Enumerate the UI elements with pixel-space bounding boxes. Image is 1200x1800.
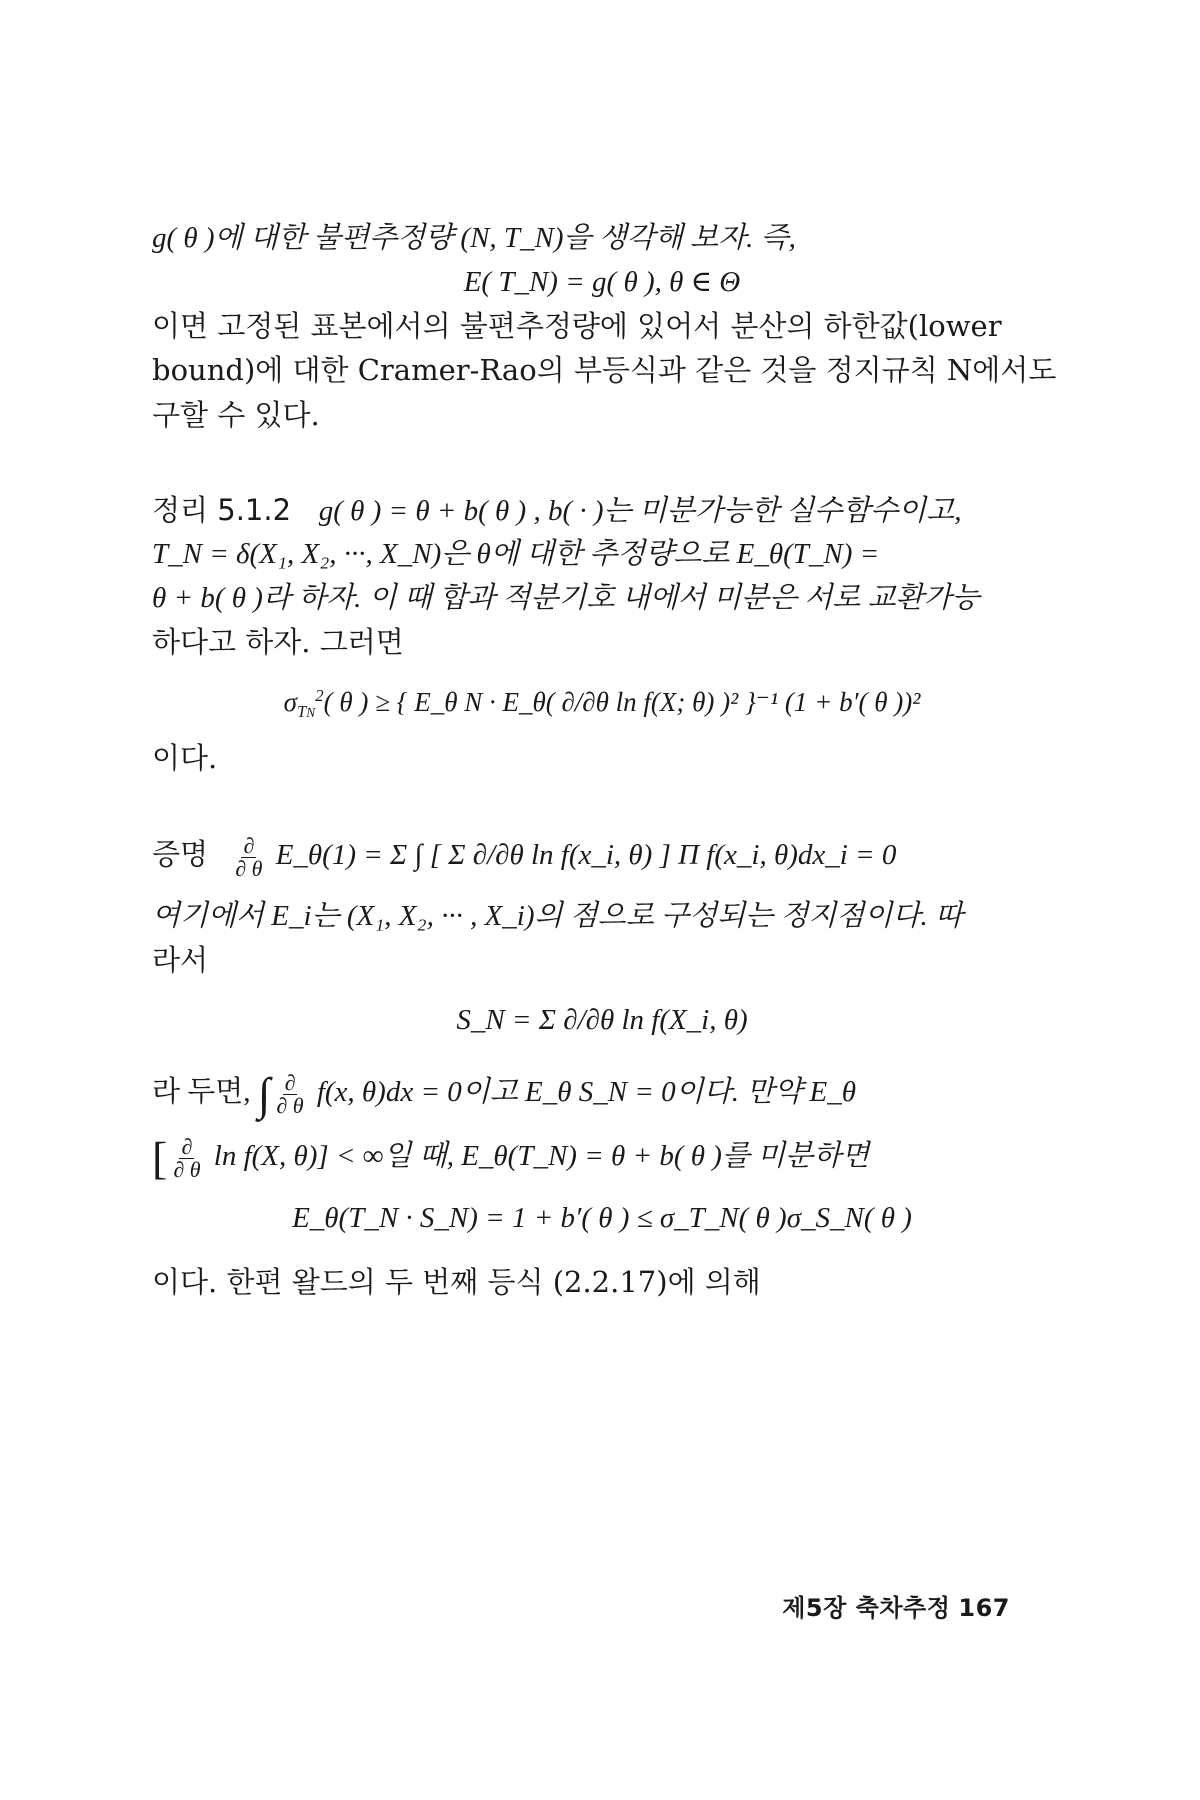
para1-line1: g( θ )에 대한 불편추정량 (N, T_N)을 생각해 보자. 즉, — [152, 222, 796, 254]
proof-line4-rest: f(x, θ)dx = 0이고 E_θ S_N = 0이다. 만약 E_θ — [316, 1076, 856, 1109]
proof-line2: 여기에서 E_i는 (X₁, X₂, ··· , X_i)의 점으로 구성되는 정지점이다. 따 — [152, 900, 963, 932]
theorem-line3: θ + b( θ )라 하자. 이 때 합과 적분기호 내에서 미분은 서로 교환가능 — [152, 582, 980, 614]
page-number: 167 — [958, 1594, 1010, 1622]
page-footer — [774, 1588, 1010, 1623]
theorem-end: 이다. — [152, 741, 218, 775]
para1-line3: bound)에 대한 Cramer-Rao의 부등식과 같은 것을 정지규칙 N에서도 — [152, 353, 1057, 387]
proof-label: 증명 — [152, 837, 209, 871]
proof-equation3: E_θ(T_N · S_N) = 1 + b′( θ ) ≤ σ_T_N( θ )σ_S_N( θ ) — [292, 1202, 912, 1234]
proof-line5-text: ln f(X, θ)] < ∞일 때, E_θ(T_N) = θ + b( θ )를 미분하면 — [213, 1140, 870, 1173]
para1-line4: 구할 수 있다. — [152, 398, 320, 432]
proof-line5: [ $\frac{\partial}{\partial \theta}$ ln f(X, θ)] < ∞일 때, E_θ(T_N) = θ + b( θ )를 미분하면 — [152, 1132, 870, 1184]
proof-line1: 증명 $\frac{\partial}{\partial \theta}$ E_θ(1) = Σ ∫ [ Σ ∂/∂θ ln f(x_i, θ) ] Π f(x_i, θ)dx_i = 0 — [152, 832, 897, 881]
sigma-symbol: σ — [283, 687, 297, 718]
proof-line6: 이다. 한편 왈드의 두 번째 등식 (2.2.17)에 의해 — [152, 1265, 761, 1299]
proof-line3: 라서 — [152, 943, 209, 977]
inequality-rest: ( θ ) ≥ { E_θ N · E_θ( ∂/∂θ ln f(X; θ) )² }⁻¹ (1 + b′( θ ))² — [323, 687, 921, 718]
proof-line4-start: 라 두면, — [152, 1076, 251, 1109]
theorem-line4: 하다고 하자. 그러면 — [152, 625, 404, 659]
proof-sn-equation: S_N = Σ ∂/∂θ ln f(X_i, θ) — [456, 1004, 748, 1036]
theorem-line2: T_N = δ(X₁, X₂, ···, X_N)은 θ에 대한 추정량으로 E_θ(T_N) = — [152, 538, 880, 570]
proof-line4: 라 두면, ∫ $\frac{\partial}{\partial \theta}$ f(x, θ)dx = 0이고 E_θ S_N = 0이다. 만약 E_θ — [152, 1068, 856, 1120]
theorem-line1 — [152, 490, 1052, 531]
proof-equation1: E_θ(1) = Σ ∫ [ Σ ∂/∂θ ln f(x_i, θ) ] Π f(x_i, θ)dx_i = 0 — [275, 839, 897, 871]
para1-equation: E( T_N) = g( θ ), θ ∈ Θ — [463, 266, 741, 298]
para1-line2: 이면 고정된 표본에서의 불편추정량에 있어서 분산의 하한값(lower — [152, 309, 1002, 343]
chapter-title: 제5장 축차추정 — [782, 1594, 951, 1622]
theorem-statement: g( θ ) = θ + b( θ ) , b( · )는 미분가능한 실수함수이고, — [318, 495, 962, 527]
theorem-label: 정리 5.1.2 — [152, 493, 292, 527]
theorem-inequality: $\sigma_{TN}^2$( θ ) ≥ { E_θ N · E_θ( ∂/∂θ ln f(X; θ) )² }⁻¹ (1 + b′( θ ))² — [283, 686, 921, 721]
